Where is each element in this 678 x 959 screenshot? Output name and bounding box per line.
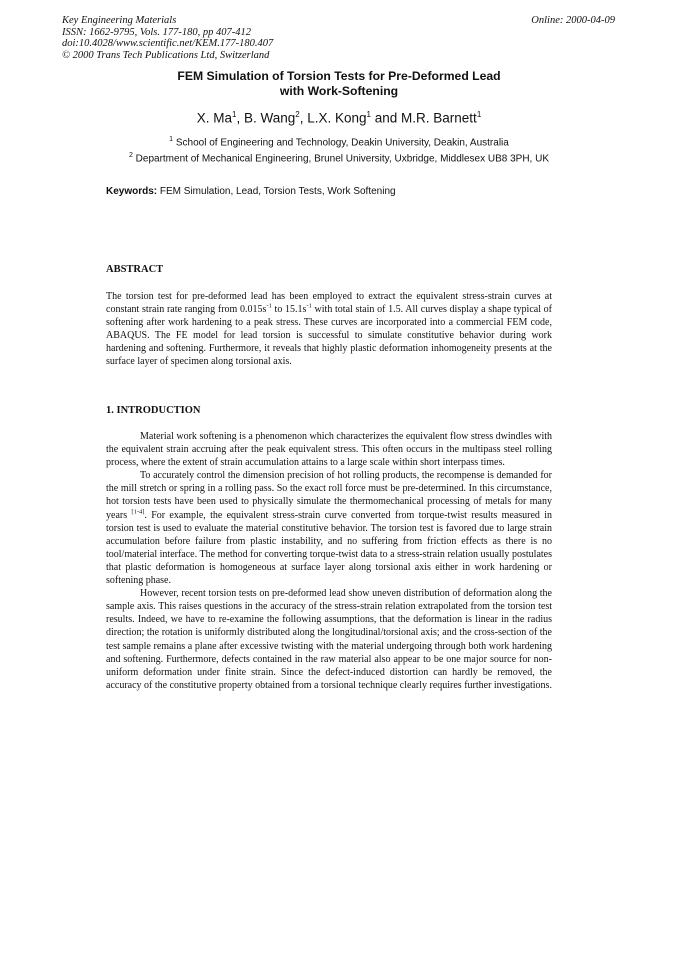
journal-info — [62, 15, 273, 61]
author-2-affil: 2 — [295, 110, 300, 119]
intro-p2-text-2: . For example, the equivalent stress-strain curve converted from torque-twist results measured in torsion test is used to evaluate the material constitutive behavior. The torsion test is favored due to large strain accumulation before failure from plastic instability, and no suffering from friction effects as there is no tool/material interface. The method for converting torque-twist data to a stress-strain relation usually postulates that plastic deformation is homogeneous at surface layer along torsional axis either in work hardening or softening phase. — [106, 509, 552, 587]
author-1: X. Ma — [196, 110, 232, 126]
keywords-text: FEM Simulation, Lead, Torsion Tests, Work Softening — [159, 186, 396, 197]
journal-name: Key Engineering Materials — [62, 15, 177, 26]
author-3-affil: 1 — [366, 110, 371, 119]
author-1-affil: 1 — [232, 110, 237, 119]
paper-title — [0, 69, 678, 99]
author-2: B. Wang — [243, 110, 296, 126]
author-4-affil: 1 — [476, 110, 482, 119]
abstract-text-1: The torsion test for pre-deformed lead has been employed to extract the equivalent stress-strain curves at constant strain rate ranging from 0.015s — [106, 291, 552, 316]
introduction-heading: 1. INTRODUCTION — [106, 405, 201, 416]
journal-issn: ISSN: 1662-9795, Vols. 177-180, pp 407-412 — [62, 26, 251, 38]
author-4: M.R. Barnett — [401, 110, 477, 126]
intro-paragraph-2 — [106, 469, 552, 587]
introduction-body — [106, 430, 552, 692]
intro-paragraph-1: Material work softening is a phenomenon which characterizes the equivalent flow stress dwindles with the equivalent strain accruing after the peak equivalent stress. This often occurs in the multipass steel rolling process, where the extent of strain accumulation attains to a large scale within short interpass times. — [106, 431, 552, 469]
journal-copyright: © 2000 Trans Tech Publications Ltd, Switzerland — [62, 49, 270, 61]
abstract-sup-1: -1 — [266, 302, 272, 310]
title-line-1: FEM Simulation of Torsion Tests for Pre-Deformed Lead — [177, 69, 501, 83]
abstract-text-2: to 15.1s — [271, 304, 307, 316]
journal-doi: doi:10.4028/www.scientific.net/KEM.177-180.407 — [62, 38, 274, 50]
keywords-label: Keywords: — [106, 186, 158, 197]
abstract-body — [106, 290, 552, 369]
keywords — [106, 186, 396, 197]
abstract-sup-2: -1 — [306, 302, 312, 310]
abstract-text-3: with total stain of 1.5. All curves display a shape typical of softening after work hardening to a peak stress. These curves are incorporated into a commercial FEM code, ABAQUS. The FE model for lead torsion is successful to simulate constitutive behavior during work hardening and softening. Furthermore, it reveals that highly plastic deformation inhomogeneity presents at the surface layer of specimen along torsional axis. — [106, 304, 553, 368]
title-line-2: with Work-Softening — [279, 84, 399, 98]
affiliation-2-text: Department of Mechanical Engineering, Brunel University, Uxbridge, Middlesex UB8 3PH, UK — [135, 153, 550, 165]
author-and: and — [374, 110, 398, 126]
affiliation-2-marker: 2 — [128, 152, 133, 159]
citation-ref: [1-4] — [131, 508, 145, 516]
author-list: X. Ma$^1$, B. Wang$^2$, L.X. Kong$^1$ and M.R. Barnett$^1$ — [196, 110, 482, 126]
author-3: L.X. Kong — [307, 110, 367, 126]
intro-paragraph-3: However, recent torsion tests on pre-deformed lead show uneven distribution of deformation along the sample axis. This raises questions in the accuracy of the stress-strain relation extrapolated from the torsion test results. Indeed, we have to re-examine the following assumptions, that the deformation is linear in the radius direction; the rotation is uniformly distributed along the longitudinal/torsional axis; and the cross-section of the test sample remains a plane after excessive twisting with the material undergoing through both work hardening and softening. Furthermore, defects contained in the raw material also appear to be one major source for non-uniform deformation under finite strain. Since the defect-induced distortion can hardly be removed, the accuracy of the constitutive property obtained from a torsional technique clearly requires further investigations. — [106, 588, 552, 691]
affiliation-1-marker: 1 — [169, 136, 174, 143]
online-date: Online: 2000-04-09 — [531, 15, 615, 26]
affiliation-2 — [0, 152, 678, 164]
affiliation-1-text: School of Engineering and Technology, Deakin University, Deakin, Australia — [175, 137, 509, 149]
abstract-heading: ABSTRACT — [106, 264, 164, 275]
affiliation-1 — [0, 136, 678, 148]
intro-p2-text-1: To accurately control the dimension precision of hot rolling products, the recompense is demanded for the mill stretch or spring in a rolling pass. So the exact roll force must be pre-determined. In this circumstance, hot torsion tests have been used to physically simulate the thermomechanical processing of metals for many years — [106, 470, 552, 521]
